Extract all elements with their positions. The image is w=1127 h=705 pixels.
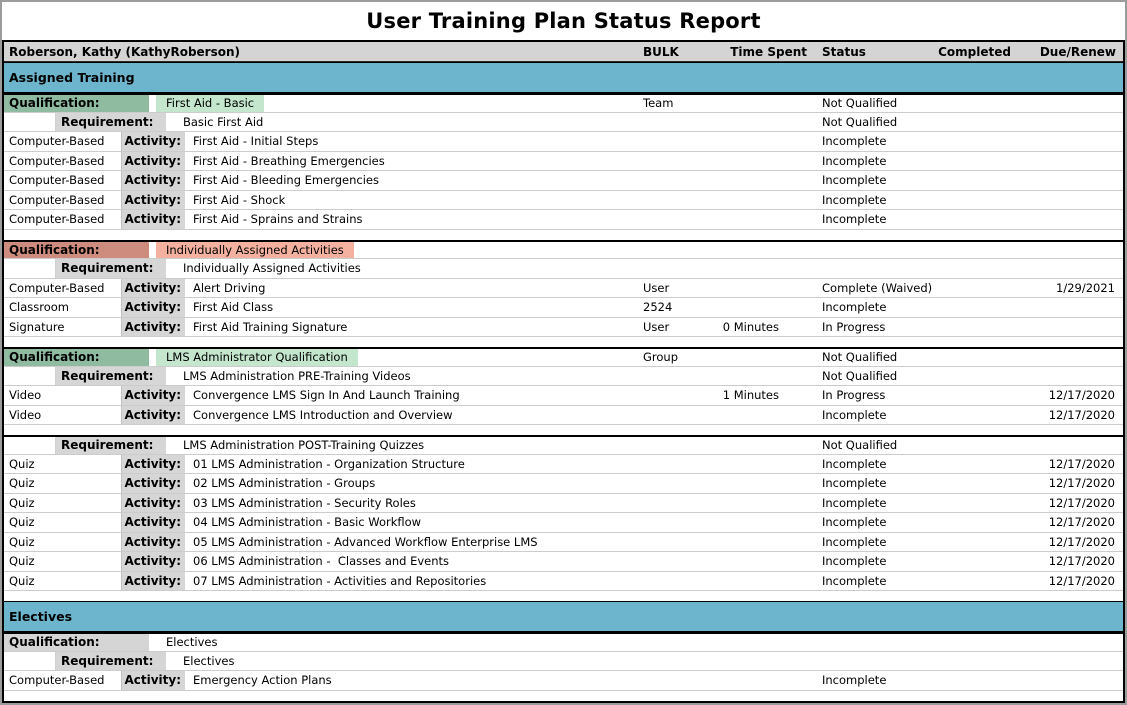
activity-row — [4, 132, 1123, 152]
activity-label: Activity: — [122, 494, 185, 513]
due-date-value: 12/17/2020 — [1048, 476, 1115, 491]
activity-label: Activity: — [122, 298, 185, 317]
activity-row — [4, 386, 1123, 406]
completed-value — [936, 513, 1014, 532]
requirement-label: Requirement: — [56, 437, 166, 454]
bulk-value — [639, 437, 709, 454]
time-spent-value — [709, 113, 809, 132]
due-date-value — [1014, 95, 1123, 112]
activity-row — [4, 298, 1123, 318]
due-date-value: 12/17/2020 — [1048, 388, 1115, 403]
bulk-value — [639, 132, 709, 151]
qualification-row — [4, 347, 1123, 367]
completed-value — [936, 152, 1014, 171]
activity-row — [4, 474, 1123, 494]
activity-label: Activity: — [122, 455, 185, 474]
activity-row — [4, 318, 1123, 338]
qualification-cell — [4, 349, 639, 366]
due-date-value: 12/17/2020 — [1048, 456, 1115, 471]
time-spent-value — [709, 572, 809, 591]
activity-type: Quiz — [4, 513, 122, 532]
activity-type: Signature — [4, 318, 122, 337]
activity-cell — [4, 191, 639, 210]
bulk-value — [639, 259, 709, 278]
bulk-value — [639, 533, 709, 552]
status-value: Incomplete — [822, 192, 887, 207]
bulk-value — [639, 513, 709, 532]
due-date-value — [1014, 113, 1123, 132]
qualification-cell — [4, 95, 639, 112]
due-date-value: 12/17/2020 — [1048, 515, 1115, 530]
activity-name: 07 LMS Administration - Activities and Repositories — [193, 573, 487, 588]
activity-name: Alert Driving — [193, 280, 266, 295]
status-value: Not Qualified — [822, 438, 898, 453]
section-title: Assigned Training — [9, 70, 135, 85]
status-value — [809, 242, 936, 259]
completed-value — [936, 533, 1014, 552]
completed-value — [936, 279, 1014, 298]
time-spent-value — [709, 95, 809, 112]
status-value: Incomplete — [822, 212, 887, 227]
bulk-value — [639, 671, 709, 690]
time-spent-value — [709, 513, 809, 532]
activity-cell — [4, 279, 639, 298]
due-date-value: 12/17/2020 — [1048, 554, 1115, 569]
time-spent-value — [709, 259, 809, 278]
bulk-value — [639, 113, 709, 132]
activity-cell — [4, 455, 639, 474]
completed-value — [936, 552, 1014, 571]
status-value: Not Qualified — [822, 350, 898, 365]
activity-cell — [4, 386, 639, 405]
column-header-time-spent: Time Spent — [730, 44, 807, 59]
activity-label: Activity: — [122, 474, 185, 493]
activity-type: Computer-Based — [4, 191, 122, 210]
due-date-value — [1014, 171, 1123, 190]
activity-type: Computer-Based — [4, 279, 122, 298]
time-spent-value: 0 Minutes — [722, 319, 779, 334]
bulk-value: User — [643, 280, 670, 295]
activity-row — [4, 671, 1123, 691]
requirement-name: LMS Administration PRE-Training Videos — [183, 368, 411, 383]
activity-type: Quiz — [4, 455, 122, 474]
activity-label: Activity: — [122, 171, 185, 190]
time-spent-value — [709, 652, 809, 671]
bulk-value — [639, 191, 709, 210]
requirement-label: Requirement: — [56, 652, 166, 671]
section-header — [4, 601, 1123, 632]
status-value: Incomplete — [822, 153, 887, 168]
activity-name: Emergency Action Plans — [193, 673, 332, 688]
completed-value — [936, 95, 1014, 112]
requirement-cell — [4, 367, 639, 386]
bulk-value — [639, 474, 709, 493]
requirement-label: Requirement: — [56, 113, 166, 132]
due-date-value: 12/17/2020 — [1048, 495, 1115, 510]
activity-type: Computer-Based — [4, 152, 122, 171]
time-spent-value — [709, 671, 809, 690]
completed-value — [936, 242, 1014, 259]
requirement-name: LMS Administration POST-Training Quizzes — [183, 438, 425, 453]
activity-label: Activity: — [122, 386, 185, 405]
title-bar — [2, 2, 1125, 40]
completed-value — [936, 171, 1014, 190]
completed-value — [936, 634, 1014, 651]
requirement-row — [4, 259, 1123, 279]
time-spent-value — [709, 191, 809, 210]
requirement-cell — [4, 437, 639, 454]
status-value: Complete (Waived) — [822, 280, 933, 295]
activity-name: First Aid Training Signature — [193, 319, 348, 334]
activity-label: Activity: — [122, 552, 185, 571]
requirement-name: Electives — [183, 653, 235, 668]
activity-name: 03 LMS Administration - Security Roles — [193, 495, 416, 510]
activity-cell — [4, 552, 639, 571]
activity-cell — [4, 152, 639, 171]
bulk-value — [639, 242, 709, 259]
qualification-cell — [4, 634, 639, 651]
completed-value — [936, 191, 1014, 210]
completed-value — [936, 671, 1014, 690]
status-value — [809, 634, 936, 651]
activity-label: Activity: — [122, 671, 185, 690]
requirement-cell — [4, 113, 639, 132]
qualification-label: Qualification: — [4, 634, 149, 651]
requirement-row — [4, 113, 1123, 133]
activity-row — [4, 406, 1123, 426]
qualification-name: LMS Administrator Qualification — [156, 349, 358, 366]
activity-row — [4, 533, 1123, 553]
activity-label: Activity: — [122, 406, 185, 425]
activity-cell — [4, 318, 639, 337]
page-title: User Training Plan Status Report — [366, 9, 761, 33]
qualification-row — [4, 93, 1123, 113]
time-spent-value — [709, 406, 809, 425]
completed-value — [936, 386, 1014, 405]
bulk-value — [639, 572, 709, 591]
requirement-indent — [4, 259, 56, 278]
activity-cell — [4, 298, 639, 317]
qualification-label: Qualification: — [4, 95, 149, 112]
status-value — [809, 652, 936, 671]
activity-name: First Aid Class — [193, 300, 274, 315]
activity-label: Activity: — [122, 152, 185, 171]
requirement-indent — [4, 113, 56, 132]
bulk-value — [639, 634, 709, 651]
bulk-value — [639, 406, 709, 425]
activity-cell — [4, 210, 639, 229]
status-value — [809, 259, 936, 278]
time-spent-value — [709, 242, 809, 259]
report-rows — [4, 62, 1123, 701]
time-spent-value — [709, 552, 809, 571]
activity-type: Computer-Based — [4, 171, 122, 190]
report-table — [2, 40, 1125, 703]
due-date-value — [1014, 191, 1123, 210]
bulk-value — [639, 210, 709, 229]
status-value: Incomplete — [822, 534, 887, 549]
bulk-value — [639, 171, 709, 190]
activity-row — [4, 152, 1123, 172]
section-header — [4, 62, 1123, 93]
activity-row — [4, 513, 1123, 533]
status-value: Incomplete — [822, 173, 887, 188]
activity-type: Video — [4, 386, 122, 405]
completed-value — [936, 298, 1014, 317]
activity-type: Quiz — [4, 552, 122, 571]
due-date-value: 12/17/2020 — [1048, 573, 1115, 588]
due-date-value — [1014, 259, 1123, 278]
activity-type: Computer-Based — [4, 210, 122, 229]
status-value: Not Qualified — [822, 96, 898, 111]
due-date-value — [1014, 132, 1123, 151]
due-date-value — [1014, 652, 1123, 671]
activity-name: Convergence LMS Sign In And Launch Training — [193, 388, 460, 403]
gap-row — [4, 337, 1123, 347]
time-spent-value — [709, 132, 809, 151]
due-date-value — [1014, 298, 1123, 317]
activity-label: Activity: — [122, 191, 185, 210]
column-header-user: Roberson, Kathy (KathyRoberson) — [9, 44, 240, 59]
completed-value — [936, 572, 1014, 591]
activity-type: Classroom — [4, 298, 122, 317]
activity-cell — [4, 533, 639, 552]
completed-value — [936, 367, 1014, 386]
time-spent-value — [709, 494, 809, 513]
section-title: Electives — [9, 609, 73, 624]
status-value: Not Qualified — [822, 114, 898, 129]
activity-cell — [4, 572, 639, 591]
requirement-label: Requirement: — [56, 367, 166, 386]
completed-value — [936, 113, 1014, 132]
activity-row — [4, 455, 1123, 475]
activity-label: Activity: — [122, 572, 185, 591]
requirement-indent — [4, 652, 56, 671]
time-spent-value — [709, 152, 809, 171]
activity-name: 02 LMS Administration - Groups — [193, 476, 376, 491]
gap-row — [4, 691, 1123, 701]
activity-name: First Aid - Breathing Emergencies — [193, 153, 385, 168]
completed-value — [936, 437, 1014, 454]
activity-label: Activity: — [122, 279, 185, 298]
activity-type: Quiz — [4, 474, 122, 493]
status-value: Incomplete — [822, 515, 887, 530]
time-spent-value — [709, 171, 809, 190]
column-header-completed: Completed — [938, 44, 1011, 59]
time-spent-value — [709, 455, 809, 474]
bulk-value — [639, 386, 709, 405]
due-date-value — [1014, 634, 1123, 651]
time-spent-value — [709, 367, 809, 386]
bulk-value — [639, 455, 709, 474]
activity-label: Activity: — [122, 513, 185, 532]
time-spent-value — [709, 349, 809, 366]
qualification-name: Electives — [166, 635, 218, 650]
activity-row — [4, 191, 1123, 211]
status-value: Incomplete — [822, 495, 887, 510]
activity-cell — [4, 474, 639, 493]
qualification-name: First Aid - Basic — [156, 95, 264, 112]
due-date-value — [1014, 318, 1123, 337]
requirement-row — [4, 435, 1123, 455]
gap-row — [4, 591, 1123, 601]
status-value: Incomplete — [822, 554, 887, 569]
activity-name: 06 LMS Administration - Classes and Events — [193, 554, 450, 569]
time-spent-value — [709, 474, 809, 493]
requirement-label: Requirement: — [56, 259, 166, 278]
qualification-label: Qualification: — [4, 349, 149, 366]
bulk-value: 2524 — [643, 300, 673, 315]
activity-name: Convergence LMS Introduction and Overview — [193, 407, 453, 422]
qualification-name: Individually Assigned Activities — [156, 242, 354, 259]
time-spent-value: 1 Minutes — [722, 388, 779, 403]
activity-type: Computer-Based — [4, 132, 122, 151]
due-date-value — [1014, 367, 1123, 386]
requirement-row — [4, 367, 1123, 387]
status-value: Incomplete — [822, 476, 887, 491]
activity-name: First Aid - Shock — [193, 192, 286, 207]
qualification-label: Qualification: — [4, 242, 149, 259]
activity-label: Activity: — [122, 318, 185, 337]
activity-name: First Aid - Initial Steps — [193, 134, 319, 149]
qualification-cell — [4, 242, 639, 259]
column-header-row — [4, 42, 1123, 62]
time-spent-value — [709, 279, 809, 298]
status-value: Not Qualified — [822, 368, 898, 383]
activity-row — [4, 572, 1123, 592]
qualification-row — [4, 632, 1123, 652]
due-date-value — [1014, 437, 1123, 454]
due-date-value: 12/17/2020 — [1048, 534, 1115, 549]
status-value: Incomplete — [822, 134, 887, 149]
completed-value — [936, 455, 1014, 474]
activity-name: 01 LMS Administration - Organization Structure — [193, 456, 465, 471]
time-spent-value — [709, 634, 809, 651]
completed-value — [936, 474, 1014, 493]
completed-value — [936, 318, 1014, 337]
activity-label: Activity: — [122, 132, 185, 151]
activity-cell — [4, 513, 639, 532]
requirement-indent — [4, 367, 56, 386]
status-value: In Progress — [822, 319, 886, 334]
activity-name: 05 LMS Administration - Advanced Workflow Enterprise LMS — [193, 534, 538, 549]
requirement-indent — [4, 437, 56, 454]
bulk-value: Group — [643, 350, 679, 365]
due-date-value: 12/17/2020 — [1048, 407, 1115, 422]
qualification-row — [4, 240, 1123, 260]
completed-value — [936, 652, 1014, 671]
completed-value — [936, 132, 1014, 151]
activity-type: Quiz — [4, 572, 122, 591]
activity-name: 04 LMS Administration - Basic Workflow — [193, 515, 422, 530]
bulk-value: User — [643, 319, 670, 334]
due-date-value — [1014, 210, 1123, 229]
status-value: Incomplete — [822, 573, 887, 588]
column-header-status: Status — [822, 44, 866, 59]
activity-label: Activity: — [122, 210, 185, 229]
due-date-value — [1014, 242, 1123, 259]
due-date-value — [1014, 152, 1123, 171]
status-value: Incomplete — [822, 673, 887, 688]
time-spent-value — [709, 533, 809, 552]
bulk-value — [639, 152, 709, 171]
completed-value — [936, 210, 1014, 229]
gap-row — [4, 230, 1123, 240]
time-spent-value — [709, 298, 809, 317]
status-value: In Progress — [822, 388, 886, 403]
status-value: Incomplete — [822, 300, 887, 315]
activity-row — [4, 552, 1123, 572]
due-date-value — [1014, 671, 1123, 690]
column-header-bulk: BULK — [643, 44, 679, 59]
activity-row — [4, 210, 1123, 230]
status-value: Incomplete — [822, 456, 887, 471]
activity-type: Quiz — [4, 494, 122, 513]
column-header-due-renew: Due/Renew — [1039, 44, 1116, 59]
completed-value — [936, 259, 1014, 278]
activity-cell — [4, 494, 639, 513]
status-value: Incomplete — [822, 407, 887, 422]
time-spent-value — [709, 210, 809, 229]
activity-name: First Aid - Bleeding Emergencies — [193, 173, 379, 188]
activity-name: First Aid - Sprains and Strains — [193, 212, 363, 227]
activity-label: Activity: — [122, 533, 185, 552]
completed-value — [936, 494, 1014, 513]
time-spent-value — [709, 437, 809, 454]
completed-value — [936, 349, 1014, 366]
activity-cell — [4, 171, 639, 190]
activity-row — [4, 494, 1123, 514]
requirement-cell — [4, 652, 639, 671]
activity-type: Computer-Based — [4, 671, 122, 690]
due-date-value — [1014, 349, 1123, 366]
bulk-value — [639, 552, 709, 571]
bulk-value — [639, 652, 709, 671]
bulk-value — [639, 367, 709, 386]
activity-row — [4, 171, 1123, 191]
bulk-value — [639, 494, 709, 513]
activity-cell — [4, 132, 639, 151]
activity-row — [4, 279, 1123, 299]
requirement-name: Individually Assigned Activities — [183, 261, 361, 276]
activity-type: Video — [4, 406, 122, 425]
requirement-name: Basic First Aid — [183, 114, 264, 129]
requirement-row — [4, 652, 1123, 672]
requirement-cell — [4, 259, 639, 278]
completed-value — [936, 406, 1014, 425]
activity-cell — [4, 406, 639, 425]
activity-type: Quiz — [4, 533, 122, 552]
bulk-value: Team — [643, 96, 674, 111]
gap-row — [4, 425, 1123, 435]
activity-cell — [4, 671, 639, 690]
due-date-value: 1/29/2021 — [1056, 280, 1115, 295]
